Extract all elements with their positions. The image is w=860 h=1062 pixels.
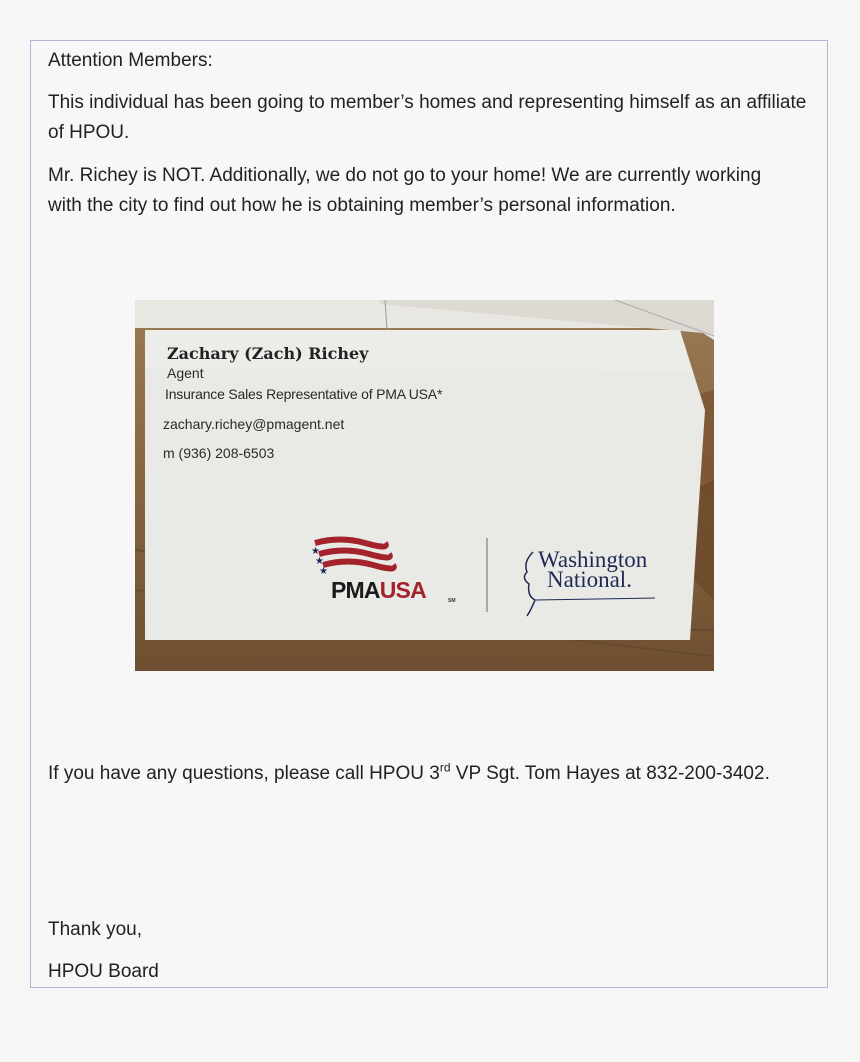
washington-logo-line2: National. [547, 567, 632, 592]
ordinal-suffix: rd [439, 760, 451, 775]
card-email: zachary.richey@pmagent.net [163, 416, 345, 432]
paragraph-contact [48, 759, 788, 789]
contact-text-end: VP Sgt. Tom Hayes at 832-200-3402. [450, 763, 770, 784]
closing: Thank you, [48, 919, 142, 940]
card-role: Insurance Sales Representative of PMA USA* [165, 386, 443, 402]
contact-text-start: If you have any questions, please call HPOU 3 [48, 763, 440, 784]
pma-usa-logo [331, 577, 426, 604]
letter-page [30, 40, 828, 988]
paragraph-warning: Mr. Richey is NOT. Additionally, we do not go to your home! We are currently working with the city to find out how he is obtaining member’s personal information. [48, 165, 762, 216]
pma-logo-left: PMA [331, 577, 380, 603]
greeting: Attention Members: [48, 50, 213, 71]
pma-logo-right: USA [379, 577, 426, 603]
svg-text:★: ★ [319, 566, 328, 577]
card-name: Zachary (Zach) Richey [167, 344, 369, 363]
card-phone: m (936) 208-6503 [163, 445, 275, 461]
washington-logo-line1: Washington [538, 547, 648, 572]
signature: HPOU Board [48, 961, 159, 982]
business-card-photo [135, 300, 714, 671]
pma-logo-servicemark: SM [448, 598, 456, 604]
svg-text:★: ★ [311, 546, 320, 557]
paragraph-affiliation: This individual has been going to member’s homes and representing himself as an affiliate of HPOU. [48, 92, 807, 143]
svg-text:★: ★ [315, 556, 324, 567]
card-title: Agent [167, 365, 204, 381]
